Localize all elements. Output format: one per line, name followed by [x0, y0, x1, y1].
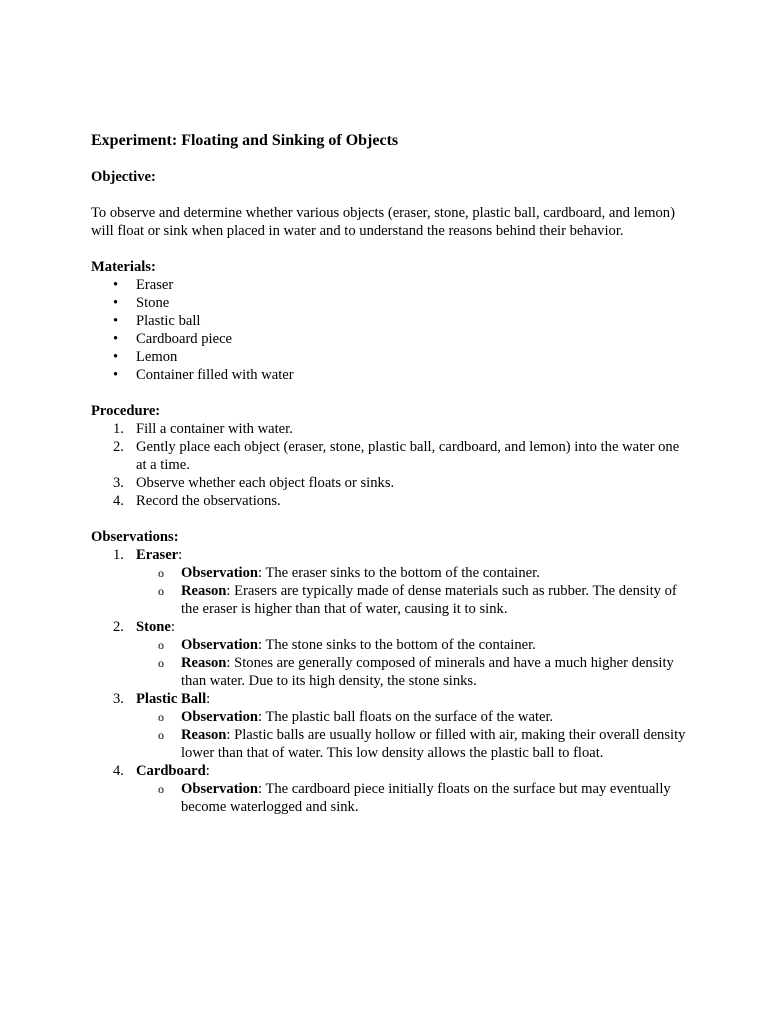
document-title: Experiment: Floating and Sinking of Objects: [91, 132, 399, 149]
reason-text: : Plastic balls are usually hollow or filled with air, making their overall density lower than that of water. This low density allows the plastic ball to float.: [181, 727, 686, 761]
observation-text: : The plastic ball floats on the surface of the water.: [258, 709, 554, 725]
step-text: Record the observations.: [136, 493, 281, 509]
procedure-step: [91, 438, 691, 474]
step-number: 3.: [113, 475, 124, 491]
step-text: Fill a container with water.: [136, 421, 293, 437]
material-item: • Eraser: [91, 276, 691, 294]
observation-label: Observation: [181, 781, 259, 797]
observation-label: Observation: [181, 709, 259, 725]
material-item: • Cardboard piece: [91, 330, 691, 348]
observation-details: [136, 780, 691, 816]
observation-text: : The stone sinks to the bottom of the container.: [258, 637, 536, 653]
materials-list: [91, 276, 691, 384]
observation-label: Observation: [181, 565, 259, 581]
reason-text: : Stones are generally composed of minerals and have a much higher density than water. Due to its high density, the stone sinks.: [181, 655, 674, 689]
materials-heading: Materials:: [91, 259, 156, 275]
material-item: • Lemon: [91, 348, 691, 366]
observation-entry: 3. Plastic Ball: o Observation: The plastic ball floats on the surface of the water. o Reason: Plastic balls are usually hollow or filled with air, making their overall density lower than that of water. This low density allows the plastic ball to float.: [91, 690, 691, 762]
document-page: [91, 131, 691, 816]
reason-label: Reason: [181, 583, 227, 599]
observation-details: [136, 564, 691, 618]
material-item: • Stone: [91, 294, 691, 312]
material-item: • Container filled with water: [91, 366, 691, 384]
observation-label: Observation: [181, 637, 259, 653]
step-number: 2.: [113, 439, 124, 455]
observation-text: : The cardboard piece initially floats on the surface but may eventually become waterlogged and sink.: [181, 781, 671, 815]
observations-list: [91, 546, 691, 816]
observation-line: [136, 780, 691, 816]
observation-details: [136, 636, 691, 690]
circle-bullet-icon: o: [158, 728, 164, 742]
step-text: Observe whether each object floats or sinks.: [136, 475, 395, 491]
circle-bullet-icon: o: [158, 710, 164, 724]
observation-entry: 1. Eraser: o Observation: The eraser sinks to the bottom of the container. o Reason: Erasers are typically made of dense materials such as rubber. The density of the eraser is higher than that of water, causing it to sink.: [91, 546, 691, 618]
entry-number: 3.: [113, 691, 124, 707]
reason-label: Reason: [181, 655, 227, 671]
reason-text: : Erasers are typically made of dense materials such as rubber. The density of the eraser is higher than that of water, causing it to sink.: [181, 583, 677, 617]
step-number: 1.: [113, 421, 124, 437]
circle-bullet-icon: o: [158, 782, 164, 796]
procedure-step: [91, 420, 691, 438]
entry-number: 1.: [113, 547, 124, 563]
procedure-heading: Procedure:: [91, 403, 161, 419]
procedure-step: [91, 474, 691, 492]
objective-heading: Objective:: [91, 169, 156, 185]
circle-bullet-icon: o: [158, 638, 164, 652]
circle-bullet-icon: o: [158, 656, 164, 670]
procedure-step: [91, 492, 691, 510]
entry-number: 2.: [113, 619, 124, 635]
observation-text: : The eraser sinks to the bottom of the container.: [258, 565, 540, 581]
procedure-list: [91, 420, 691, 510]
observation-line: [136, 564, 691, 582]
reason-label: Reason: [181, 727, 227, 743]
reason-line: [136, 654, 691, 690]
step-text: Gently place each object (eraser, stone, plastic ball, cardboard, and lemon) into the water one at a time.: [136, 439, 680, 473]
entry-number: 4.: [113, 763, 124, 779]
observation-details: [136, 708, 691, 762]
observation-line: [136, 636, 691, 654]
object-name: Stone: [136, 619, 171, 635]
observation-entry: 4. Cardboard: o Observation: The cardboard piece initially floats on the surface but may eventually become waterlogged and sink.: [91, 762, 691, 816]
circle-bullet-icon: o: [158, 584, 164, 598]
object-name: Cardboard: [136, 763, 206, 779]
object-name: Plastic Ball: [136, 691, 207, 707]
circle-bullet-icon: o: [158, 566, 164, 580]
reason-line: [136, 582, 691, 618]
objective-text: To observe and determine whether various objects (eraser, stone, plastic ball, cardboard, and lemon) will float or sink when placed in water and to understand the reasons behind their behavior.: [91, 205, 675, 239]
material-item: • Plastic ball: [91, 312, 691, 330]
observations-heading: Observations:: [91, 529, 179, 545]
reason-line: [136, 726, 691, 762]
observation-entry: 2. Stone: o Observation: The stone sinks to the bottom of the container. o Reason: Stones are generally composed of minerals and have a much higher density than water. Due to its high density, the stone sinks.: [91, 618, 691, 690]
observation-line: [136, 708, 691, 726]
step-number: 4.: [113, 493, 124, 509]
object-name: Eraser: [136, 547, 179, 563]
